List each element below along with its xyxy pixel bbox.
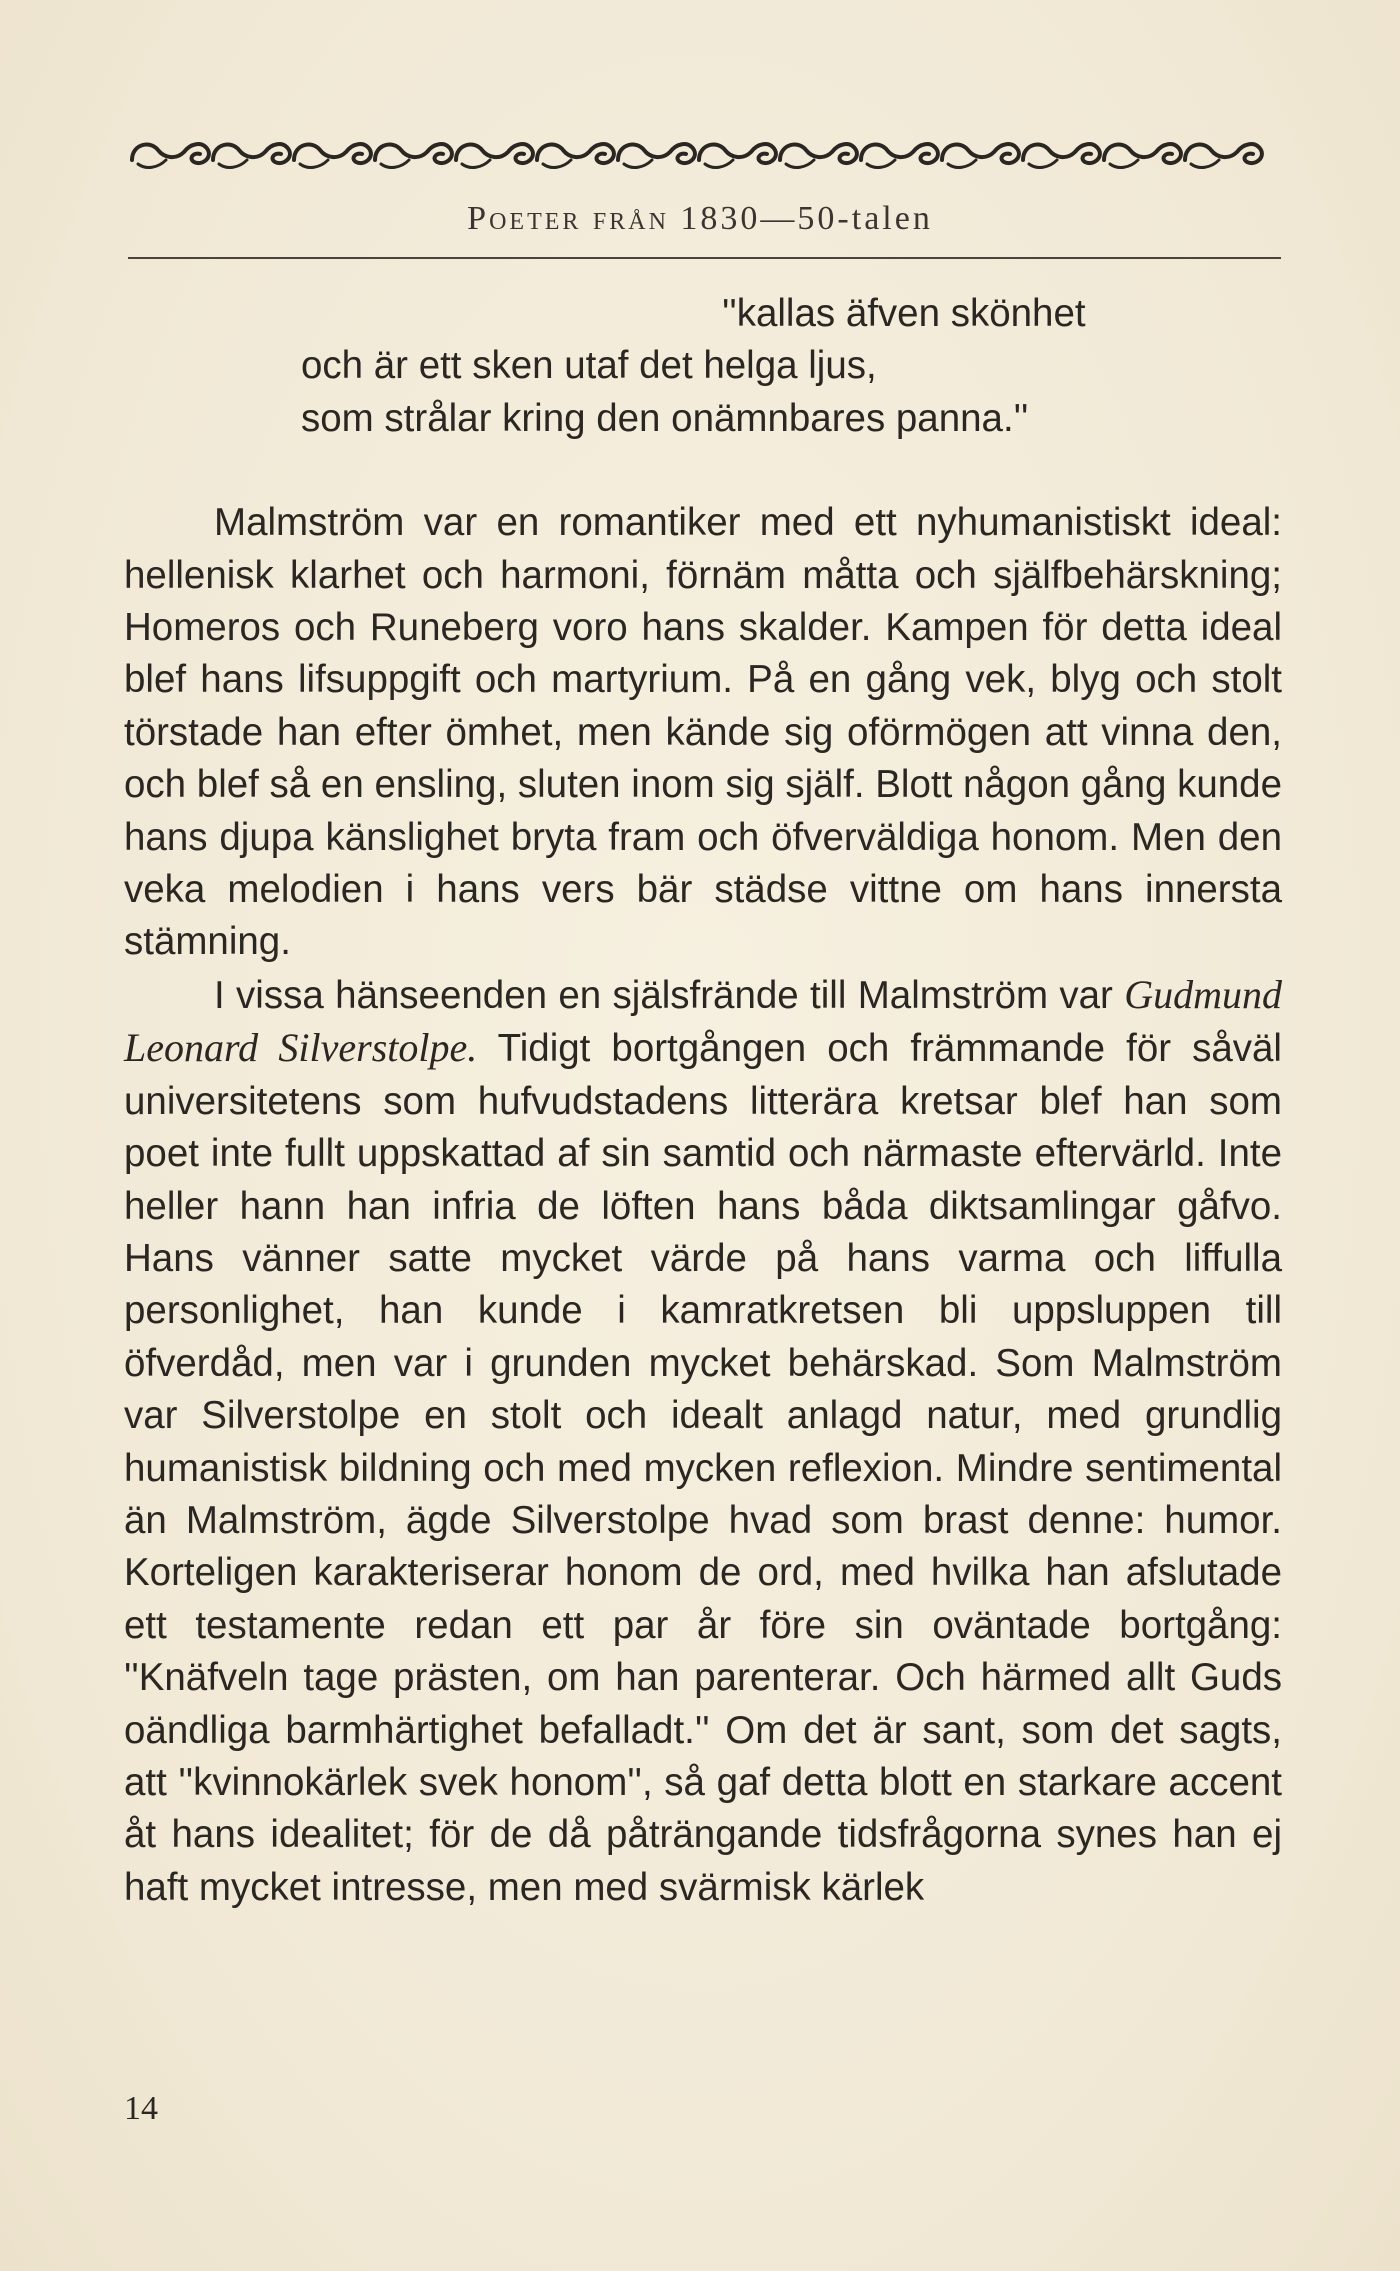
decorative-border-ornament [128,130,1271,176]
paragraph-malmstrom: Malmström var en romantiker med ett nyhumanistiskt ideal: hellenisk klarhet och harmoni, förnäm måtta och själfbehärskning; Homeros och Runeberg voro hans skalder. Kampen för detta ideal blef hans lifsuppgift och martyrium. På en gång vek, blyg och stolt törstade han efter ömhet, men kände sig oförmögen att vinna den, och blef så en ensling, sluten inom sig själf. Blott någon gång kunde hans djupa känslighet bryta fram och öfverväldiga honom. Men den veka melodien i hans vers bär städse vittne om hans innersta stämning. [124,501,1282,964]
paragraph-silverstolpe [124,969,1282,1914]
paragraph-intro: I vissa hänseenden en själsfrände till Malmström var [214,973,1113,1017]
running-head-left: Poeter från [467,200,669,237]
header-rule [128,257,1281,259]
running-head [0,200,1400,238]
verse-line: som strålar kring den onämnbares panna.'' [301,396,1029,440]
page-number: 14 [124,2090,158,2127]
paragraph-rest: Tidigt bortgången och främmande för såväl universitetens som hufvudstadens litterära kretsar blef han som poet inte fullt uppskattad af sin samtid och närmaste eftervärld. Inte heller hann han infria de löften hans båda diktsamlingar gåfvo. Hans vänner satte mycket värde på hans varma och liffulla personlighet, han kunde i kamratkretsen bli uppsluppen till öfverdåd, men var i grunden mycket behärskad. Som Malmström var Silverstolpe en stolt och idealt anlagd natur, med grundlig humanistisk bildning och med mycken reflexion. Mindre sentimental än Malmström, ägde Silverstolpe hvad som brast denne: humor. Korteligen karakteriserar honom de ord, med hvilka han afslutade ett testamente redan ett par år före sin oväntade bortgång: ''Knäfveln tage prästen, om han parenterar. Och härmed allt Guds oändliga barmhärtighet befalladt.'' Om det är sant, som det sagts, att ''kvinnokärlek svek honom'', så gaf detta blott en starkare accent åt hans idealitet; för de då påträngande tidsfrågorna synes han ej haft mycket intresse, men med svärmisk kärlek [124,1027,1282,1909]
body-text [124,288,1282,1914]
person-name: Gudmund Leonard Silverstolpe. [124,971,1283,1071]
verse-quote [124,288,1282,445]
running-head-right: 1830—50-talen [680,200,933,237]
verse-line: och är ett sken utaf det helga ljus, [301,344,877,388]
verse-line: ''kallas äfven skönhet [722,292,1086,335]
